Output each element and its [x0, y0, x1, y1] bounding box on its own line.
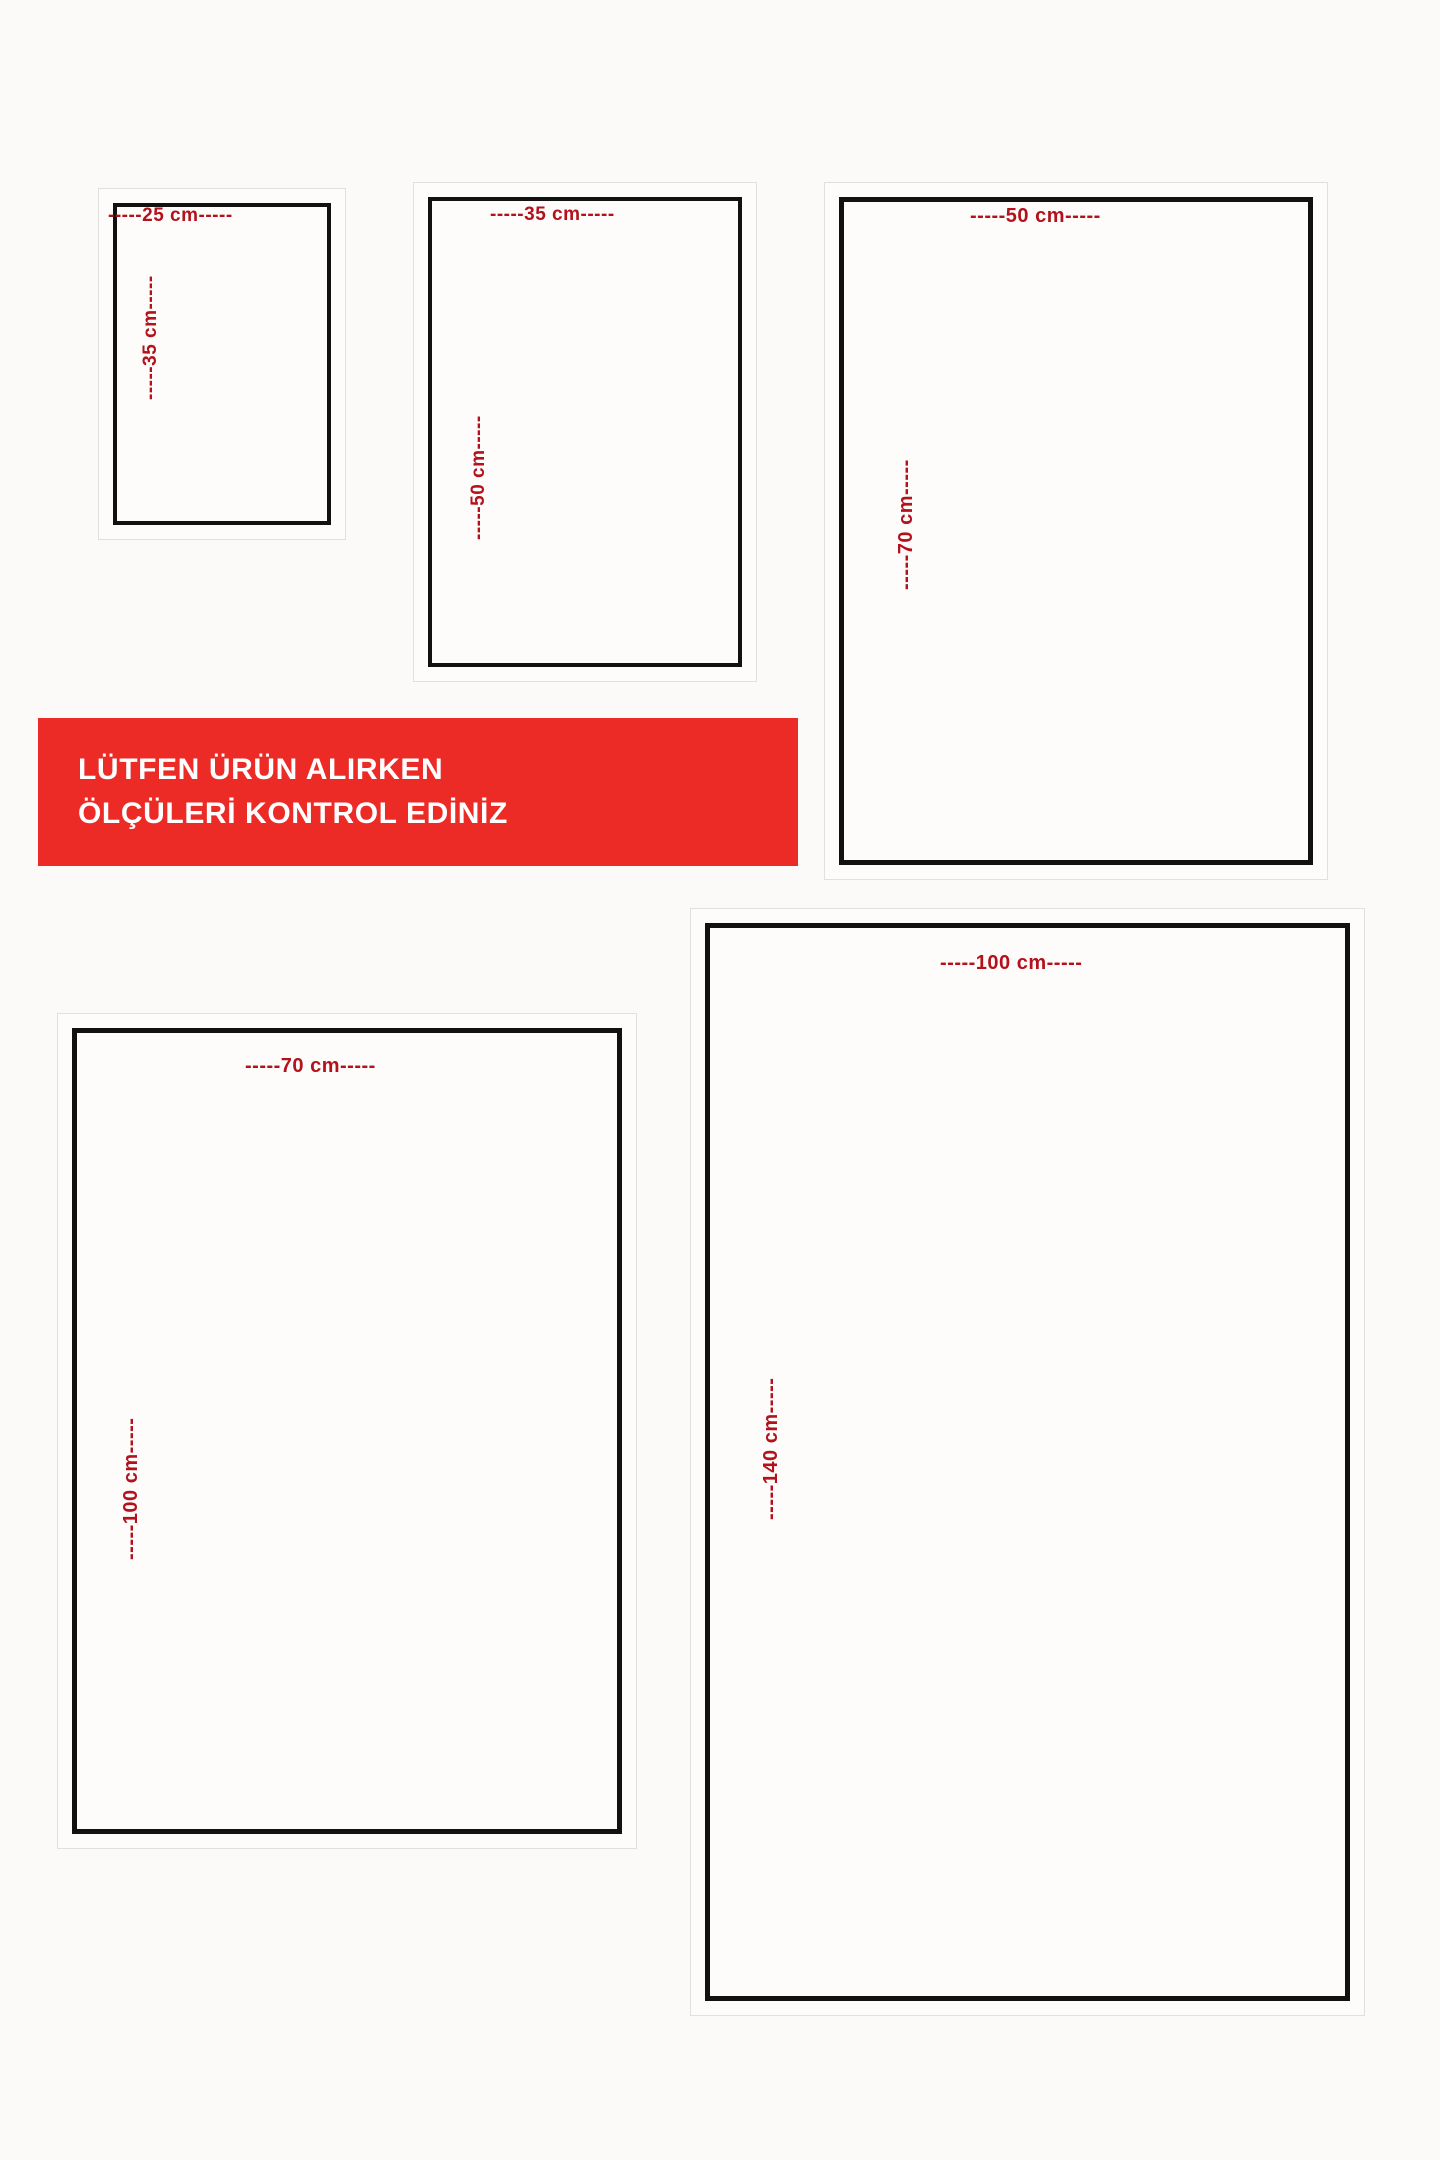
warning-banner-line-2: ÖLÇÜLERİ KONTROL EDİNİZ: [78, 797, 508, 830]
frame-70x100: [57, 1013, 637, 1849]
frame-25x35: [98, 188, 346, 540]
frame-25x35-height-label: -----35 cm-----: [140, 275, 161, 400]
frame-50x70-height-label: -----70 cm-----: [895, 459, 917, 590]
frame-70x100-width-label: -----70 cm-----: [245, 1055, 376, 1077]
frame-35x50-height-label: -----50 cm-----: [468, 415, 489, 540]
warning-banner-line-1: LÜTFEN ÜRÜN ALIRKEN: [78, 753, 444, 786]
warning-banner: [38, 718, 798, 866]
frame-100x140-height-label: -----140 cm-----: [760, 1377, 782, 1520]
frame-70x100-height-label: -----100 cm-----: [120, 1417, 142, 1560]
frame-25x35-width-label: -----25 cm-----: [108, 205, 233, 226]
frame-35x50: [413, 182, 757, 682]
frame-100x140-width-label: -----100 cm-----: [940, 952, 1083, 974]
frame-35x50-width-label: -----35 cm-----: [490, 204, 615, 225]
frame-50x70-width-label: -----50 cm-----: [970, 205, 1101, 227]
frame-100x140-inner: [705, 923, 1350, 2001]
frame-70x100-inner: [72, 1028, 622, 1834]
frame-100x140: [690, 908, 1365, 2016]
